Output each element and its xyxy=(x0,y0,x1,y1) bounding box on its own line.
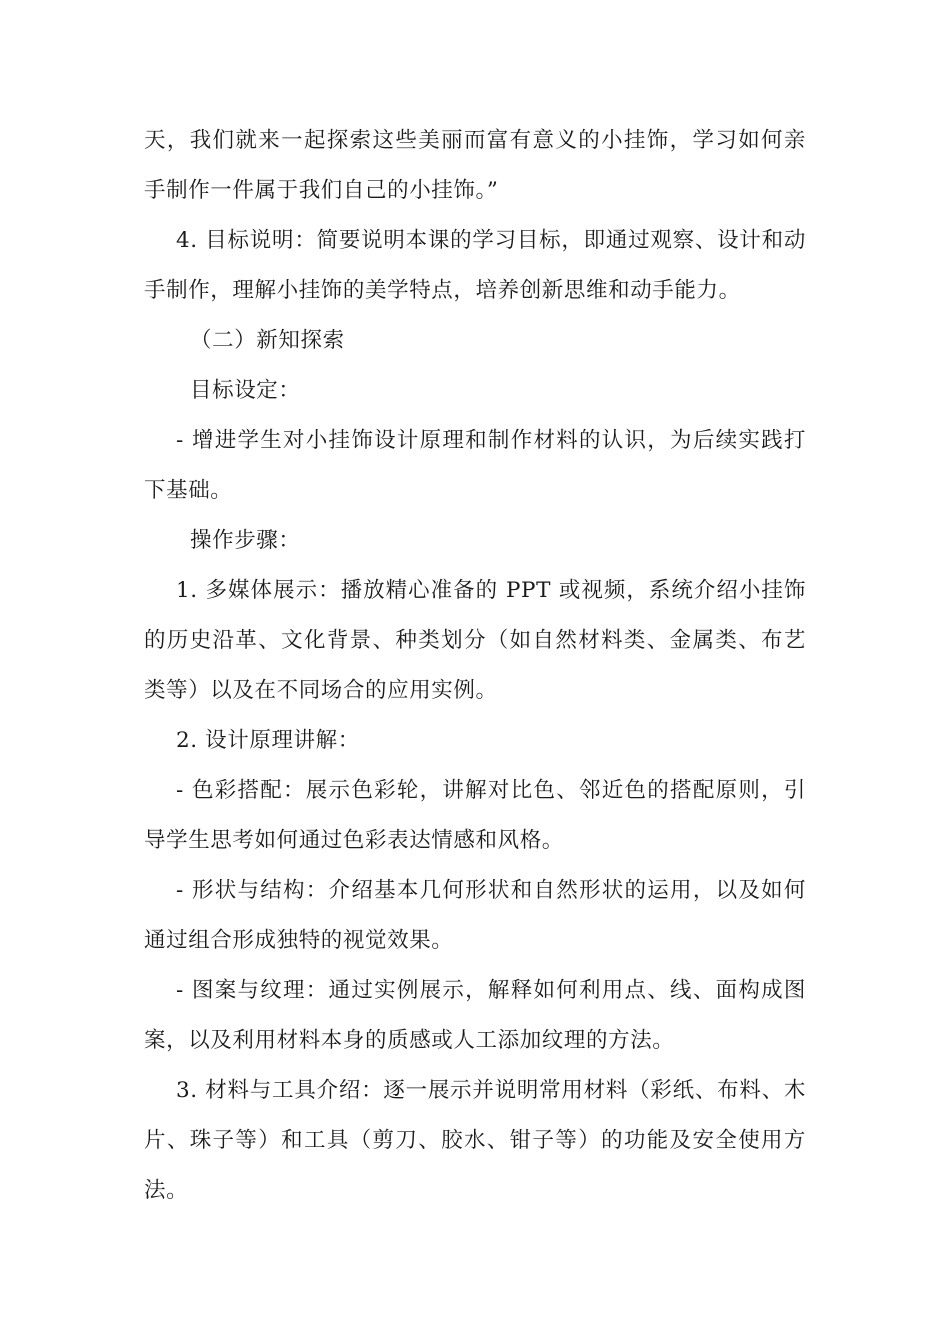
step-1-paragraph: 1. 多媒体展示：播放精心准备的 PPT 或视频，系统介绍小挂饰的历史沿革、文化背景、种类划分（如自然材料类、金属类、布艺类等）以及在不同场合的应用实例。 xyxy=(144,578,806,703)
paragraph-goal-statement: 4. 目标说明：简要说明本课的学习目标，即通过观察、设计和动手制作，理解小挂饰的美学特点，培养创新思维和动手能力。 xyxy=(144,228,806,303)
document-page xyxy=(144,116,806,1216)
shape-bullet: - 形状与结构：介绍基本几何形状和自然形状的运用，以及如何通过组合形成独特的视觉效果。 xyxy=(144,878,806,953)
goal-setting-bullet: - 增进学生对小挂饰设计原理和制作材料的认识，为后续实践打下基础。 xyxy=(144,428,806,503)
pattern-bullet: - 图案与纹理：通过实例展示，解释如何利用点、线、面构成图案，以及利用材料本身的质感或人工添加纹理的方法。 xyxy=(144,978,806,1053)
paragraph-intro-continuation: 天，我们就来一起探索这些美丽而富有意义的小挂饰，学习如何亲手制作一件属于我们自己的小挂饰。” xyxy=(144,128,806,203)
goal-setting-label: 目标设定： xyxy=(190,378,301,403)
section-heading: （二）新知探索 xyxy=(190,328,345,353)
step-2-paragraph: 2. 设计原理讲解： xyxy=(176,728,360,753)
color-bullet: - 色彩搭配：展示色彩轮，讲解对比色、邻近色的搭配原则，引导学生思考如何通过色彩表达情感和风格。 xyxy=(144,778,806,853)
steps-label: 操作步骤： xyxy=(190,528,301,553)
step-3-paragraph: 3. 材料与工具介绍：逐一展示并说明常用材料（彩纸、布料、木片、珠子等）和工具（剪刀、胶水、钳子等）的功能及安全使用方法。 xyxy=(144,1078,806,1203)
